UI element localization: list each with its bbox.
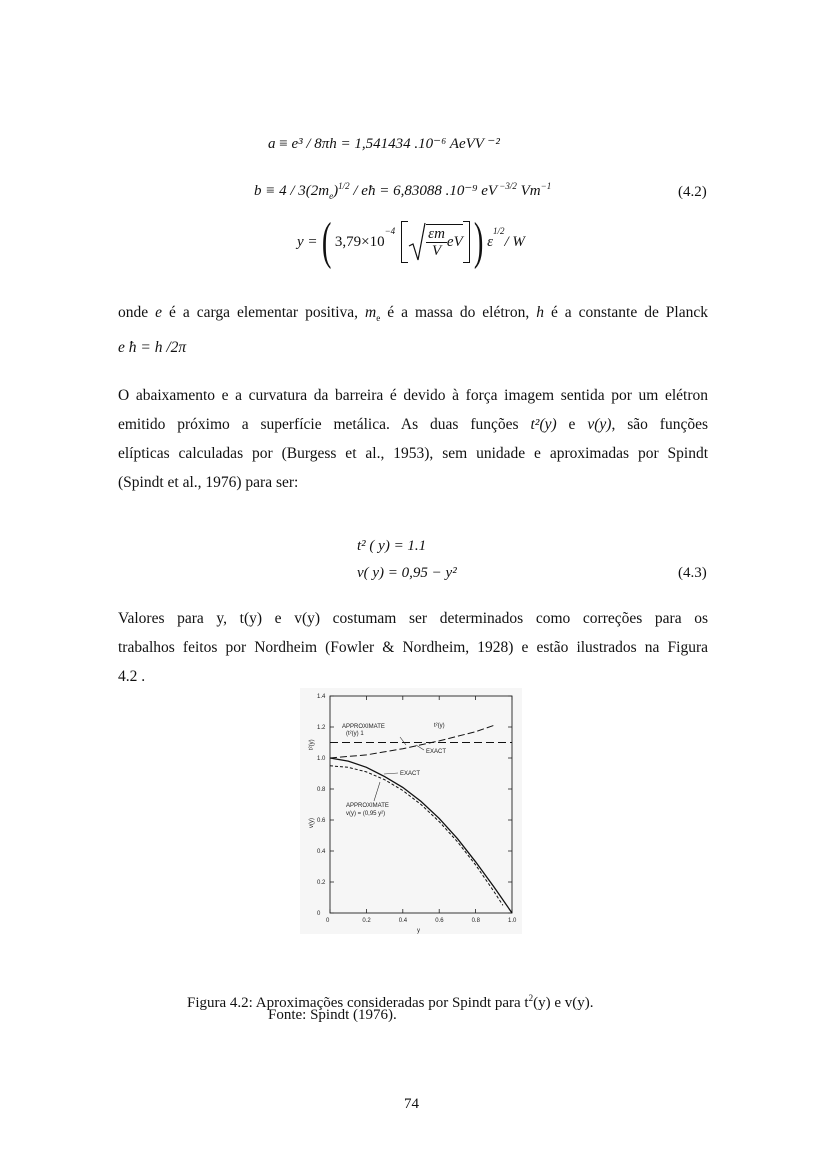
left-paren: ( bbox=[321, 213, 331, 270]
caption-sup: 2 bbox=[528, 993, 534, 1003]
para2-line4: (Spindt et al., 1976) para ser: bbox=[118, 474, 299, 491]
para1-symbol-me: m bbox=[365, 304, 377, 321]
x-tick-label: 0.2 bbox=[362, 918, 371, 924]
para1-symbol-me-sub: e bbox=[376, 313, 381, 324]
y-tick-label: 0.2 bbox=[317, 880, 326, 886]
y-axis-label-lower: v(y) bbox=[309, 818, 315, 828]
y-tick-label: 0.8 bbox=[317, 787, 326, 793]
eq-y-eps-exp: 1/2 bbox=[492, 226, 505, 236]
annot-v-approx-eq: v(y) = (0,95 y²) bbox=[346, 811, 386, 817]
equation-number-4-3: (4.3) bbox=[678, 565, 707, 581]
annot-exact-lower: EXACT bbox=[400, 771, 421, 777]
paragraph-definitions bbox=[118, 298, 708, 362]
para2-text-a: emitido próximo a superfície metálica. As duas funções bbox=[118, 416, 531, 433]
eq-b-exp2: −3/2 bbox=[497, 181, 517, 191]
para1-text-d: é a constante de Planck bbox=[543, 304, 708, 321]
para2-symbol-vy: v(y) bbox=[587, 416, 612, 433]
para2-text-c: , são funções bbox=[611, 416, 708, 433]
sqrt-sign-icon bbox=[408, 222, 426, 262]
para2-symbol-t2: t²(y) bbox=[530, 416, 557, 433]
eq-y-lhs: y = bbox=[297, 233, 318, 250]
y-tick-label: 1.4 bbox=[317, 694, 326, 700]
eq-b-sub: e bbox=[329, 191, 334, 201]
y-tick-label: 0.6 bbox=[317, 818, 326, 824]
paragraph-values bbox=[118, 604, 708, 691]
para2-line3: elípticas calculadas por (Burgess et al., 1953), sem unidade e aproximadas por Spindt bbox=[118, 445, 708, 462]
para1-symbol-e: e bbox=[155, 304, 163, 321]
annot-t2-label: t²(y) bbox=[434, 723, 445, 729]
para1-symbol-h: h bbox=[536, 304, 544, 321]
eq-b-lhs: b ≡ 4 / 3(2m bbox=[254, 183, 330, 199]
paragraph-barrier bbox=[118, 381, 708, 497]
para1-line2: e ħ = h /2π bbox=[118, 339, 187, 357]
annot-approximate-lower: APPROXIMATE bbox=[346, 803, 389, 809]
x-tick-label: 0 bbox=[326, 918, 330, 924]
page-number: 74 bbox=[404, 1096, 419, 1112]
eq-b-exp3: −1 bbox=[540, 181, 552, 191]
annot-t2-approx-eq: (t²(y) 1 bbox=[346, 731, 364, 737]
equation-y bbox=[297, 212, 525, 272]
eq-y-end: / W bbox=[504, 233, 525, 250]
left-bracket bbox=[401, 221, 408, 263]
para2-line2 bbox=[118, 410, 708, 439]
eq-y-eps: ε bbox=[487, 233, 493, 250]
equation-a bbox=[268, 134, 500, 153]
para3-line3: 4.2 . bbox=[118, 668, 146, 685]
figure-source: Fonte: Spindt (1976). bbox=[268, 1007, 397, 1023]
eq-y-after-frac: eV bbox=[446, 233, 463, 250]
caption-text-b: (y) e v(y). bbox=[533, 995, 594, 1011]
x-tick-label: 0.6 bbox=[435, 918, 444, 924]
y-tick-label: 0.4 bbox=[317, 849, 326, 855]
eq-y-frac-num: εm bbox=[428, 225, 445, 242]
para3-line2: trabalhos feitos por Nordheim (Fowler & Nordheim, 1928) e estão ilustrados na Figura bbox=[118, 639, 708, 656]
eq-a-equiv: ≡ bbox=[279, 136, 288, 152]
annot-exact-upper: EXACT bbox=[426, 749, 447, 755]
eq-b-end: Vm bbox=[516, 183, 541, 199]
eq-a-lhs: a bbox=[268, 136, 276, 152]
x-tick-label: 0.8 bbox=[471, 918, 480, 924]
y-axis-label-upper: t²(y) bbox=[309, 739, 315, 750]
y-tick-label: 0 bbox=[317, 911, 321, 917]
y-tick-label: 1.0 bbox=[317, 756, 326, 762]
eq-y-fraction bbox=[426, 226, 447, 259]
para1-text-c: é a massa do elétron, bbox=[380, 304, 537, 321]
right-bracket bbox=[463, 221, 470, 263]
eq-y-coef: 3,79×10 bbox=[334, 233, 385, 250]
para2-text-b: e bbox=[556, 416, 588, 433]
y-tick-label: 1.2 bbox=[317, 725, 326, 731]
para3-line1: Valores para y, t(y) e v(y) costumam ser determinados como correções para os bbox=[118, 610, 708, 627]
eq-b-mid: ) bbox=[333, 183, 339, 199]
para2-line1: O abaixamento e a curvatura da barreira é devido à força imagem sentida por um elétron bbox=[118, 387, 708, 404]
para1-text-a: onde bbox=[118, 304, 156, 321]
para1-line1 bbox=[118, 298, 708, 333]
figure-4-2-chart bbox=[300, 688, 522, 934]
eq-y-frac-den: V bbox=[431, 242, 442, 259]
caption-text-a: Figura 4.2: Aproximações consideradas por Spindt para t bbox=[187, 995, 529, 1011]
annot-approximate-upper: APPROXIMATE bbox=[342, 724, 385, 730]
right-paren: ) bbox=[473, 213, 484, 270]
para1-text-b: é a carga elementar positiva, bbox=[162, 304, 366, 321]
eq-a-rhs: e³ / 8πh = 1,541434 .10⁻⁶ AeVV ⁻² bbox=[291, 136, 500, 152]
equation-t2: t² ( y) = 1.1 bbox=[357, 538, 427, 554]
eq-b-rhs: / eħ = 6,83088 .10⁻⁹ eV bbox=[349, 183, 498, 199]
x-axis-label: y bbox=[417, 928, 420, 934]
x-tick-label: 0.4 bbox=[398, 918, 408, 924]
x-tick-label: 1.0 bbox=[508, 918, 517, 924]
eq-y-coef-exp: −4 bbox=[384, 226, 396, 236]
equation-v: v( y) = 0,95 − y² bbox=[357, 565, 457, 581]
equation-b bbox=[254, 181, 551, 201]
eq-b-exp: 1/2 bbox=[338, 181, 350, 191]
equation-number-4-2: (4.2) bbox=[678, 184, 707, 200]
